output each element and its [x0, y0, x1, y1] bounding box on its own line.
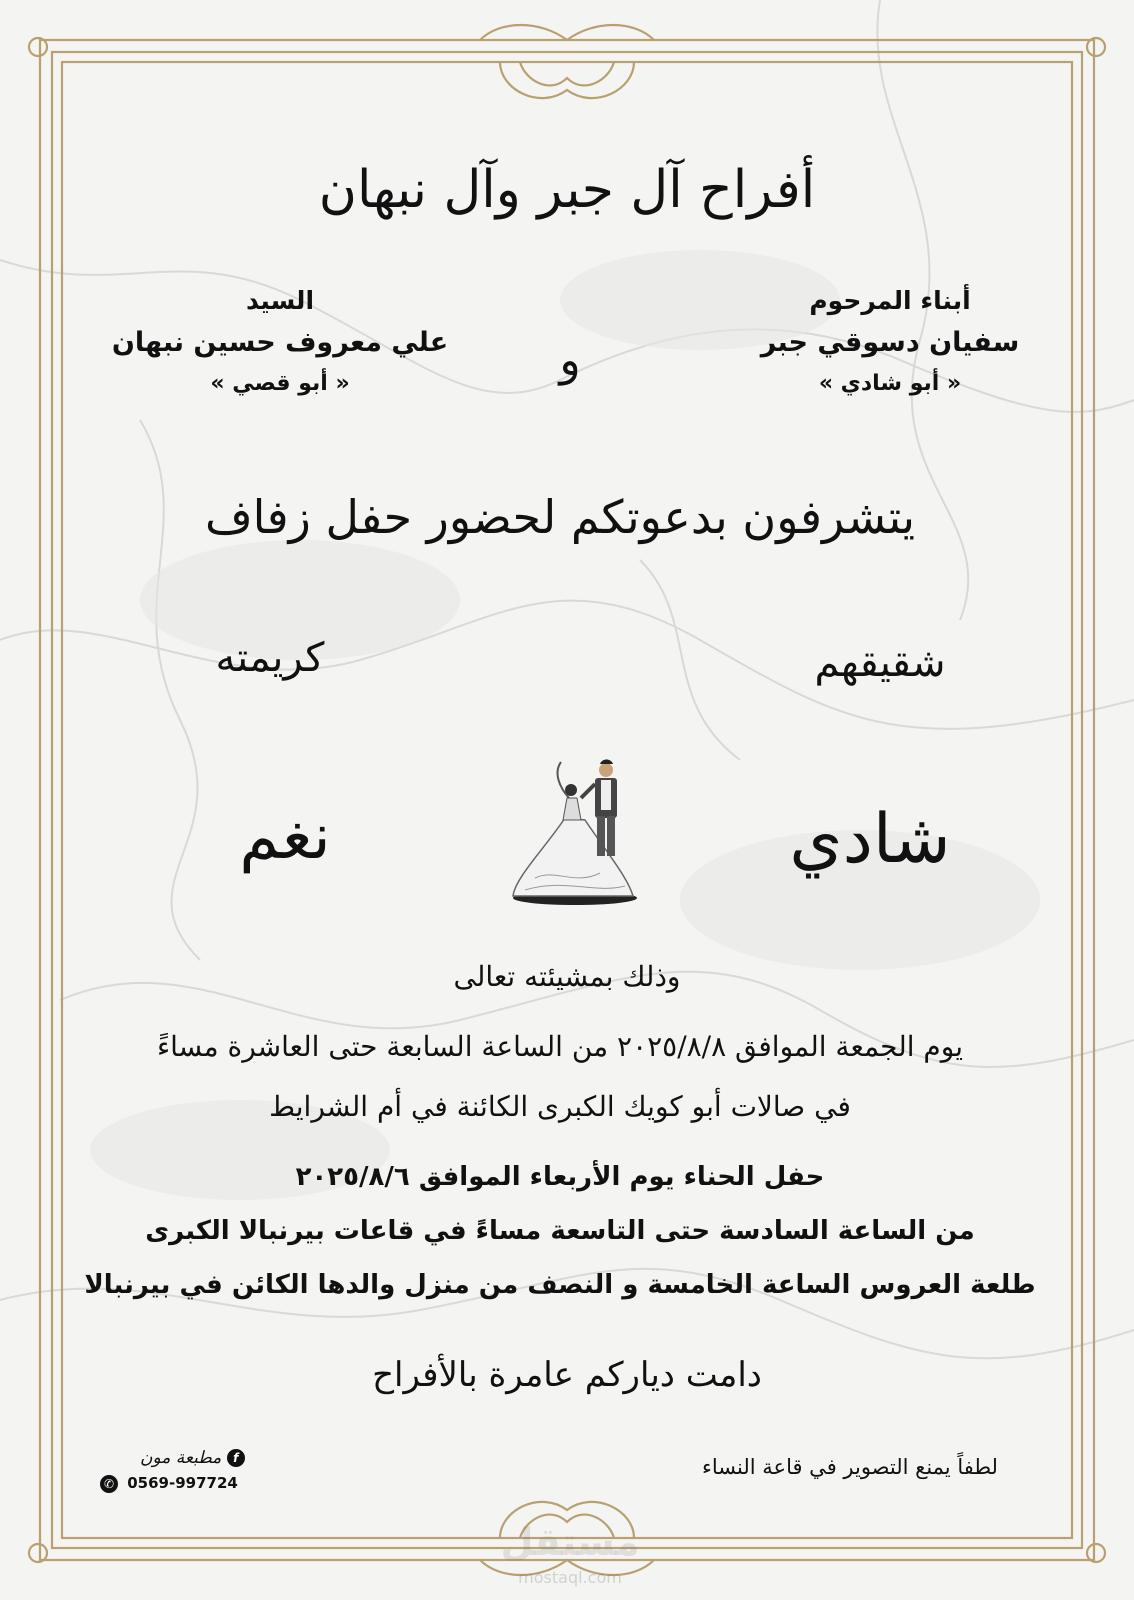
blessing-line: دامت دياركم عامرة بالأفراح: [372, 1355, 762, 1395]
wedding-venue-line: في صالات أبو كويك الكبرى الكائنة في أم الشرايط: [269, 1090, 851, 1123]
invitation-line: يتشرفون بدعوتكم لحضور حفل زفاف: [204, 490, 916, 544]
bride-departure-line: طلعة العروس الساعة الخامسة و النصف من منزل والدها الكائن في بيرنبالا: [84, 1270, 1036, 1300]
bride-family-name: علي معروف حسين نبهان: [111, 327, 449, 358]
printer-phone: 0569-997724: [127, 1474, 238, 1492]
henna-date-line: حفل الحناء يوم الأربعاء الموافق ٢٠٢٥/٨/٦: [295, 1162, 825, 1192]
watermark-url: mostaql.com: [518, 1568, 622, 1587]
bride-family-block: [80, 280, 480, 404]
groom-name: شادي: [789, 800, 951, 879]
printer-name-row: [100, 1448, 260, 1468]
no-photography-note: لطفاً يمنع التصوير في قاعة النساء: [702, 1455, 998, 1479]
bride-relation: كريمته: [215, 635, 325, 681]
groom-family-label: أبناء المرحوم: [809, 286, 971, 315]
groom-family-block: [730, 280, 1050, 404]
groom-family-name: سفيان دسوقي جبر: [760, 327, 1020, 358]
bride-name: نغم: [239, 800, 331, 874]
god-willing-line: وذلك بمشيئته تعالى: [453, 960, 681, 993]
bride-family-label: السيد: [245, 286, 315, 315]
watermark-text: مستقل: [500, 1520, 640, 1564]
printer-name: مطبعة مون: [140, 1448, 222, 1468]
and-connector: و: [559, 335, 581, 386]
dancing-couple-illustration: [505, 758, 645, 908]
henna-time-venue-line: من الساعة السادسة حتى التاسعة مساءً في قاعات بيرنبالا الكبرى: [145, 1216, 975, 1246]
page-title: أفراح آل جبر وآل نبهان: [318, 160, 816, 220]
facebook-icon: f: [227, 1449, 245, 1467]
bride-family-nickname: « أبو قصي »: [210, 371, 350, 396]
wedding-date-line: يوم الجمعة الموافق ٢٠٢٥/٨/٨ من الساعة السابعة حتى العاشرة مساءً: [156, 1030, 964, 1063]
whatsapp-icon: ✆: [100, 1475, 118, 1493]
printer-credit: [100, 1448, 260, 1493]
groom-relation: شقيقهم: [814, 640, 946, 686]
groom-family-nickname: « أبو شادي »: [818, 371, 962, 396]
printer-phone-row: [100, 1474, 260, 1493]
